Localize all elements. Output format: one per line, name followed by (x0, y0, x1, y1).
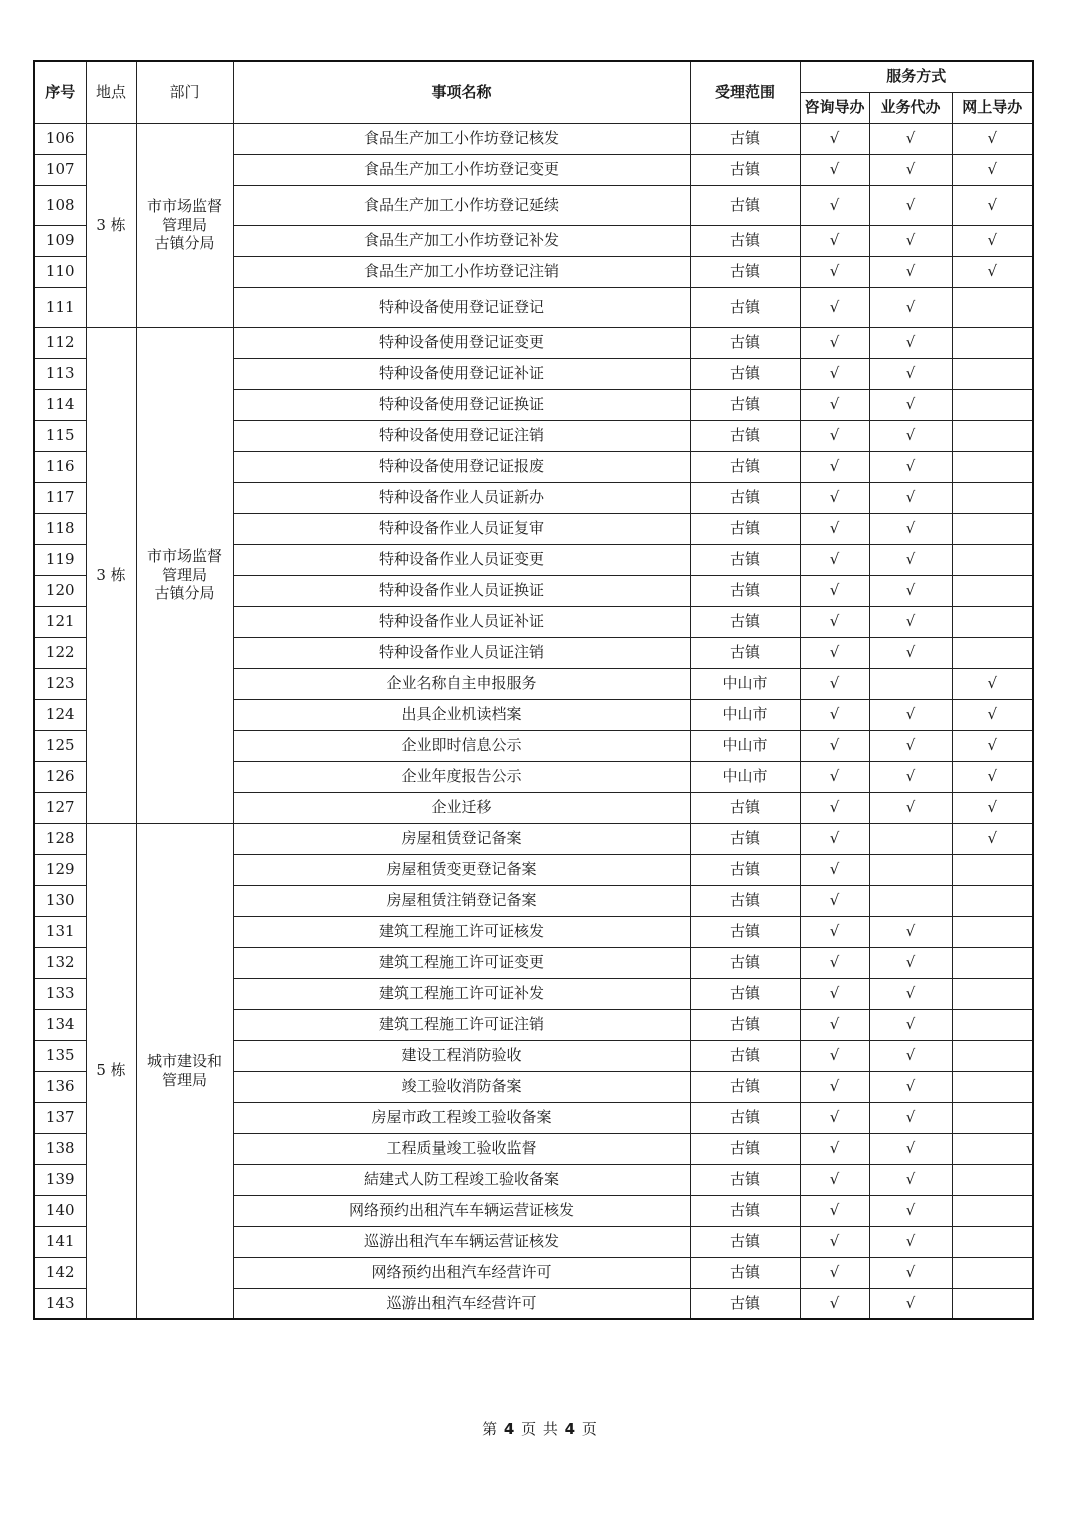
row-number: 119 (34, 544, 86, 575)
row-number: 132 (34, 947, 86, 978)
online-check (952, 544, 1033, 575)
online-check: √ (952, 185, 1033, 225)
item-name: 企业迁移 (233, 792, 690, 823)
footer-suffix: 页 (581, 1420, 598, 1438)
scope-cell: 古镇 (690, 1071, 800, 1102)
item-name: 企业年度报告公示 (233, 761, 690, 792)
scope-cell: 古镇 (690, 544, 800, 575)
row-number: 139 (34, 1164, 86, 1195)
consult-check: √ (800, 1133, 869, 1164)
item-name: 食品生产加工小作坊登记核发 (233, 123, 690, 154)
row-number: 113 (34, 358, 86, 389)
item-name: 建筑工程施工许可证变更 (233, 947, 690, 978)
table-row (34, 823, 1033, 854)
row-number: 137 (34, 1102, 86, 1133)
agent-check: √ (869, 544, 952, 575)
scope-cell: 古镇 (690, 482, 800, 513)
online-check (952, 606, 1033, 637)
item-name: 巡游出租汽车车辆运营证核发 (233, 1226, 690, 1257)
consult-check: √ (800, 1040, 869, 1071)
row-number: 123 (34, 668, 86, 699)
consult-check: √ (800, 575, 869, 606)
online-check (952, 854, 1033, 885)
item-name: 建筑工程施工许可证补发 (233, 978, 690, 1009)
online-check (952, 885, 1033, 916)
row-number: 110 (34, 256, 86, 287)
item-name: 特种设备使用登记证注销 (233, 420, 690, 451)
item-name: 特种设备使用登记证补证 (233, 358, 690, 389)
online-check (952, 916, 1033, 947)
agent-check: √ (869, 389, 952, 420)
scope-cell: 中山市 (690, 699, 800, 730)
row-number: 128 (34, 823, 86, 854)
row-number: 134 (34, 1009, 86, 1040)
agent-check: √ (869, 482, 952, 513)
scope-cell: 古镇 (690, 513, 800, 544)
scope-cell: 古镇 (690, 1040, 800, 1071)
item-name: 房屋市政工程竣工验收备案 (233, 1102, 690, 1133)
department-line: 古镇分局 (154, 584, 215, 603)
consult-check: √ (800, 123, 869, 154)
scope-cell: 古镇 (690, 154, 800, 185)
scope-cell: 古镇 (690, 185, 800, 225)
online-check (952, 1009, 1033, 1040)
row-number: 121 (34, 606, 86, 637)
consult-check: √ (800, 1226, 869, 1257)
row-number: 129 (34, 854, 86, 885)
row-number: 126 (34, 761, 86, 792)
online-check (952, 1040, 1033, 1071)
item-name: 企业名称自主申报服务 (233, 668, 690, 699)
agent-check: √ (869, 792, 952, 823)
scope-cell: 古镇 (690, 1133, 800, 1164)
scope-cell: 古镇 (690, 1226, 800, 1257)
consult-check: √ (800, 792, 869, 823)
scope-cell: 古镇 (690, 389, 800, 420)
row-number: 107 (34, 154, 86, 185)
agent-check: √ (869, 1257, 952, 1288)
consult-check: √ (800, 978, 869, 1009)
item-name: 特种设备使用登记证换证 (233, 389, 690, 420)
agent-check: √ (869, 225, 952, 256)
table-row (34, 327, 1033, 358)
consult-check: √ (800, 225, 869, 256)
consult-check: √ (800, 287, 869, 327)
header-online: 网上导办 (952, 92, 1033, 123)
agent-check: √ (869, 606, 952, 637)
page-footer (0, 1418, 1080, 1439)
agent-check: √ (869, 1226, 952, 1257)
table-row (34, 123, 1033, 154)
header-consult: 咨询导办 (800, 92, 869, 123)
agent-check: √ (869, 1164, 952, 1195)
consult-check: √ (800, 947, 869, 978)
consult-check: √ (800, 327, 869, 358)
row-number: 117 (34, 482, 86, 513)
agent-check: √ (869, 575, 952, 606)
online-check (952, 327, 1033, 358)
agent-check (869, 823, 952, 854)
scope-cell: 古镇 (690, 916, 800, 947)
scope-cell: 古镇 (690, 637, 800, 668)
online-check: √ (952, 256, 1033, 287)
item-name: 房屋租赁注销登记备案 (233, 885, 690, 916)
item-name: 房屋租赁登记备案 (233, 823, 690, 854)
consult-check: √ (800, 358, 869, 389)
row-number: 109 (34, 225, 86, 256)
scope-cell: 古镇 (690, 823, 800, 854)
item-name: 竣工验收消防备案 (233, 1071, 690, 1102)
item-name: 巡游出租汽车经营许可 (233, 1288, 690, 1319)
row-number: 108 (34, 185, 86, 225)
scope-cell: 古镇 (690, 978, 800, 1009)
scope-cell: 古镇 (690, 1288, 800, 1319)
agent-check: √ (869, 1009, 952, 1040)
scope-cell: 古镇 (690, 358, 800, 389)
scope-cell: 古镇 (690, 606, 800, 637)
row-number: 116 (34, 451, 86, 482)
row-number: 112 (34, 327, 86, 358)
online-check: √ (952, 730, 1033, 761)
online-check: √ (952, 225, 1033, 256)
consult-check: √ (800, 823, 869, 854)
online-check (952, 1288, 1033, 1319)
online-check (952, 389, 1033, 420)
row-number: 141 (34, 1226, 86, 1257)
agent-check: √ (869, 761, 952, 792)
scope-cell: 古镇 (690, 947, 800, 978)
scope-cell: 古镇 (690, 792, 800, 823)
agent-check: √ (869, 513, 952, 544)
row-number: 118 (34, 513, 86, 544)
agent-check (869, 885, 952, 916)
consult-check: √ (800, 761, 869, 792)
agent-check: √ (869, 1102, 952, 1133)
department-cell (136, 123, 233, 327)
consult-check: √ (800, 730, 869, 761)
consult-check: √ (800, 1164, 869, 1195)
item-name: 网络预约出租汽车经营许可 (233, 1257, 690, 1288)
department-line: 古镇分局 (154, 234, 215, 253)
row-number: 115 (34, 420, 86, 451)
row-number: 124 (34, 699, 86, 730)
agent-check: √ (869, 978, 952, 1009)
scope-cell: 古镇 (690, 1257, 800, 1288)
scope-cell: 古镇 (690, 420, 800, 451)
service-table (33, 60, 1034, 1320)
department-cell (136, 327, 233, 823)
scope-cell: 古镇 (690, 327, 800, 358)
consult-check: √ (800, 1009, 869, 1040)
department-line: 管理局 (161, 1070, 207, 1089)
consult-check: √ (800, 699, 869, 730)
row-number: 142 (34, 1257, 86, 1288)
agent-check: √ (869, 637, 952, 668)
online-check (952, 420, 1033, 451)
online-check (952, 637, 1033, 668)
row-number: 138 (34, 1133, 86, 1164)
online-check (952, 1102, 1033, 1133)
scope-cell: 古镇 (690, 1164, 800, 1195)
row-number: 136 (34, 1071, 86, 1102)
consult-check: √ (800, 451, 869, 482)
agent-check: √ (869, 451, 952, 482)
agent-check: √ (869, 1040, 952, 1071)
agent-check: √ (869, 916, 952, 947)
item-name: 出具企业机读档案 (233, 699, 690, 730)
department-line: 市市场监督 (146, 196, 222, 215)
header-scope: 受理范围 (690, 61, 800, 123)
consult-check: √ (800, 185, 869, 225)
item-name: 特种设备使用登记证报废 (233, 451, 690, 482)
scope-cell: 古镇 (690, 854, 800, 885)
agent-check: √ (869, 947, 952, 978)
consult-check: √ (800, 482, 869, 513)
consult-check: √ (800, 544, 869, 575)
online-check (952, 947, 1033, 978)
scope-cell: 中山市 (690, 761, 800, 792)
scope-cell: 古镇 (690, 225, 800, 256)
row-number: 125 (34, 730, 86, 761)
online-check: √ (952, 123, 1033, 154)
header-department: 部门 (136, 61, 233, 123)
consult-check: √ (800, 1195, 869, 1226)
row-number: 131 (34, 916, 86, 947)
online-check (952, 1071, 1033, 1102)
agent-check: √ (869, 420, 952, 451)
consult-check: √ (800, 1257, 869, 1288)
scope-cell: 中山市 (690, 730, 800, 761)
item-name: 特种设备使用登记证变更 (233, 327, 690, 358)
agent-check: √ (869, 1195, 952, 1226)
location-cell: 3 栋 (86, 123, 136, 327)
online-check: √ (952, 668, 1033, 699)
item-name: 食品生产加工小作坊登记补发 (233, 225, 690, 256)
online-check (952, 513, 1033, 544)
row-number: 133 (34, 978, 86, 1009)
consult-check: √ (800, 420, 869, 451)
agent-check: √ (869, 358, 952, 389)
consult-check: √ (800, 513, 869, 544)
agent-check: √ (869, 730, 952, 761)
item-name: 工程质量竣工验收监督 (233, 1133, 690, 1164)
online-check (952, 1133, 1033, 1164)
row-number: 120 (34, 575, 86, 606)
footer-total-pages: 4 (564, 1420, 577, 1438)
item-name: 特种设备作业人员证新办 (233, 482, 690, 513)
agent-check: √ (869, 287, 952, 327)
item-name: 食品生产加工小作坊登记延续 (233, 185, 690, 225)
location-cell: 3 栋 (86, 327, 136, 823)
online-check: √ (952, 823, 1033, 854)
header-seq: 序号 (34, 61, 86, 123)
agent-check: √ (869, 327, 952, 358)
agent-check: √ (869, 185, 952, 225)
consult-check: √ (800, 637, 869, 668)
online-check: √ (952, 792, 1033, 823)
online-check (952, 482, 1033, 513)
scope-cell: 古镇 (690, 575, 800, 606)
agent-check: √ (869, 123, 952, 154)
location-cell: 5 栋 (86, 823, 136, 1319)
header-agent: 业务代办 (869, 92, 952, 123)
department-cell (136, 823, 233, 1319)
header-service-mode: 服务方式 (800, 61, 1033, 92)
agent-check (869, 668, 952, 699)
consult-check: √ (800, 154, 869, 185)
online-check (952, 358, 1033, 389)
agent-check: √ (869, 699, 952, 730)
department-line: 管理局 (161, 215, 207, 234)
footer-current-page: 4 (503, 1420, 516, 1438)
scope-cell: 中山市 (690, 668, 800, 699)
item-name: 特种设备作业人员证变更 (233, 544, 690, 575)
scope-cell: 古镇 (690, 287, 800, 327)
consult-check: √ (800, 916, 869, 947)
consult-check: √ (800, 389, 869, 420)
row-number: 111 (34, 287, 86, 327)
consult-check: √ (800, 668, 869, 699)
consult-check: √ (800, 606, 869, 637)
item-name: 企业即时信息公示 (233, 730, 690, 761)
header-location: 地点 (86, 61, 136, 123)
agent-check: √ (869, 154, 952, 185)
scope-cell: 古镇 (690, 1102, 800, 1133)
item-name: 房屋租赁变更登记备案 (233, 854, 690, 885)
online-check (952, 1195, 1033, 1226)
scope-cell: 古镇 (690, 885, 800, 916)
row-number: 143 (34, 1288, 86, 1319)
item-name: 食品生产加工小作坊登记注销 (233, 256, 690, 287)
item-name: 特种设备作业人员证复审 (233, 513, 690, 544)
online-check (952, 575, 1033, 606)
online-check: √ (952, 761, 1033, 792)
agent-check: √ (869, 1288, 952, 1319)
online-check (952, 451, 1033, 482)
scope-cell: 古镇 (690, 451, 800, 482)
item-name: 建筑工程施工许可证注销 (233, 1009, 690, 1040)
agent-check (869, 854, 952, 885)
item-name: 特种设备作业人员证注销 (233, 637, 690, 668)
consult-check: √ (800, 1102, 869, 1133)
online-check: √ (952, 154, 1033, 185)
online-check (952, 1226, 1033, 1257)
agent-check: √ (869, 1133, 952, 1164)
item-name: 結建式人防工程竣工验收备案 (233, 1164, 690, 1195)
department-line: 市市场监督 (146, 546, 222, 565)
scope-cell: 古镇 (690, 256, 800, 287)
online-check (952, 978, 1033, 1009)
consult-check: √ (800, 256, 869, 287)
row-number: 127 (34, 792, 86, 823)
consult-check: √ (800, 885, 869, 916)
row-number: 135 (34, 1040, 86, 1071)
row-number: 122 (34, 637, 86, 668)
agent-check: √ (869, 1071, 952, 1102)
online-check (952, 1257, 1033, 1288)
row-number: 114 (34, 389, 86, 420)
online-check: √ (952, 699, 1033, 730)
item-name: 特种设备作业人员证补证 (233, 606, 690, 637)
online-check (952, 1164, 1033, 1195)
item-name: 特种设备作业人员证换证 (233, 575, 690, 606)
item-name: 食品生产加工小作坊登记变更 (233, 154, 690, 185)
row-number: 130 (34, 885, 86, 916)
online-check (952, 287, 1033, 327)
item-name: 特种设备使用登记证登记 (233, 287, 690, 327)
consult-check: √ (800, 1288, 869, 1319)
header-item-name: 事项名称 (233, 61, 690, 123)
scope-cell: 古镇 (690, 123, 800, 154)
item-name: 网络预约出租汽车车辆运营证核发 (233, 1195, 690, 1226)
consult-check: √ (800, 854, 869, 885)
item-name: 建设工程消防验收 (233, 1040, 690, 1071)
footer-middle: 页 共 (521, 1420, 559, 1438)
table-body (34, 123, 1033, 1319)
footer-prefix: 第 (482, 1420, 499, 1438)
scope-cell: 古镇 (690, 1009, 800, 1040)
item-name: 建筑工程施工许可证核发 (233, 916, 690, 947)
department-line: 城市建设和 (146, 1052, 222, 1070)
department-line: 管理局 (161, 565, 207, 584)
agent-check: √ (869, 256, 952, 287)
scope-cell: 古镇 (690, 1195, 800, 1226)
consult-check: √ (800, 1071, 869, 1102)
row-number: 140 (34, 1195, 86, 1226)
row-number: 106 (34, 123, 86, 154)
